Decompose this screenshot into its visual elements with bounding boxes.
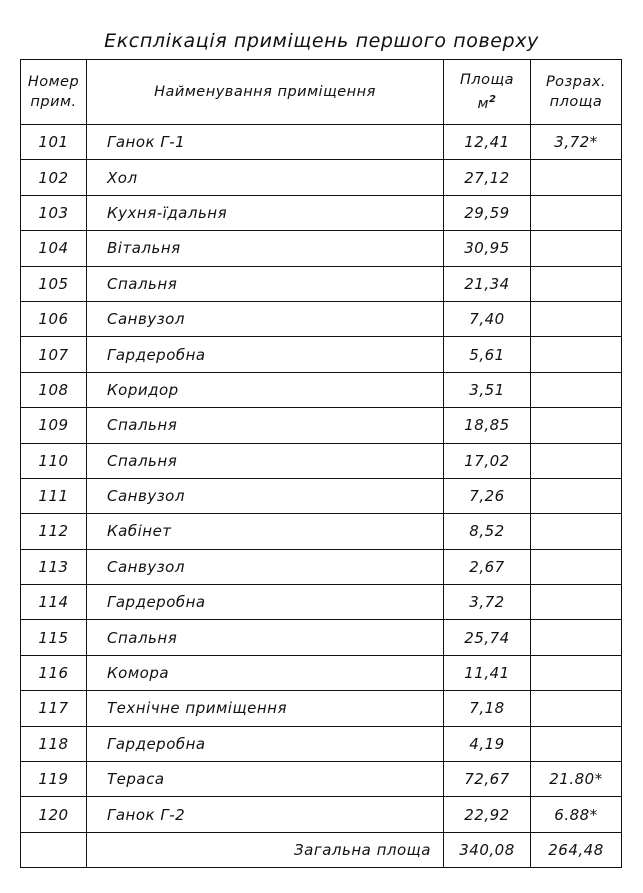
room-calc-area: [531, 301, 622, 336]
room-calc-area: 6.88*: [531, 797, 622, 832]
room-calc-area: [531, 195, 622, 230]
table-row: [21, 160, 622, 195]
room-area: 3,51: [444, 372, 531, 407]
room-area: 3,72: [444, 585, 531, 620]
room-name: Санвузол: [87, 549, 444, 584]
table-row: [21, 549, 622, 584]
room-number: 105: [21, 266, 87, 301]
room-number: 106: [21, 301, 87, 336]
room-calc-area: 3,72*: [531, 125, 622, 160]
table-row: [21, 231, 622, 266]
room-number: 113: [21, 549, 87, 584]
room-name: Вітальня: [87, 231, 444, 266]
document-title: Експлікація приміщень першого поверху: [104, 30, 539, 52]
room-number: 103: [21, 195, 87, 230]
room-number: 109: [21, 408, 87, 443]
room-name: Тераса: [87, 762, 444, 797]
table-row: [21, 797, 622, 832]
room-number: 107: [21, 337, 87, 372]
table-row: [21, 620, 622, 655]
room-area: 7,40: [444, 301, 531, 336]
room-calc-area: [531, 726, 622, 761]
room-area: 8,52: [444, 514, 531, 549]
room-area: 29,59: [444, 195, 531, 230]
room-calc-area: [531, 443, 622, 478]
room-area: 21,34: [444, 266, 531, 301]
header-area-unit-sup: 2: [488, 94, 497, 106]
room-explication-table: [20, 59, 622, 868]
room-name: Спальня: [87, 620, 444, 655]
header-calc-area: [531, 60, 622, 125]
room-number: 104: [21, 231, 87, 266]
room-area: 5,61: [444, 337, 531, 372]
room-name: Гардеробна: [87, 337, 444, 372]
table-row: [21, 443, 622, 478]
room-name: Гардеробна: [87, 726, 444, 761]
table-row: [21, 372, 622, 407]
room-number: 110: [21, 443, 87, 478]
table-row: [21, 478, 622, 513]
room-area: 27,12: [444, 160, 531, 195]
table-row: [21, 125, 622, 160]
table-row: [21, 195, 622, 230]
room-calc-area: [531, 549, 622, 584]
table-row: [21, 266, 622, 301]
room-calc-area: [531, 620, 622, 655]
table-row: [21, 762, 622, 797]
table-row: [21, 301, 622, 336]
room-area: 25,74: [444, 620, 531, 655]
room-calc-area: [531, 691, 622, 726]
room-name: Коридор: [87, 372, 444, 407]
room-area: 11,41: [444, 655, 531, 690]
room-calc-area: [531, 231, 622, 266]
table-row: [21, 691, 622, 726]
room-number: 115: [21, 620, 87, 655]
room-area: 12,41: [444, 125, 531, 160]
room-name: Спальня: [87, 443, 444, 478]
room-number: 111: [21, 478, 87, 513]
room-number: 118: [21, 726, 87, 761]
room-calc-area: [531, 337, 622, 372]
room-calc-area: [531, 266, 622, 301]
room-name: Спальня: [87, 266, 444, 301]
table-header-row: [21, 60, 622, 125]
room-area: 7,18: [444, 691, 531, 726]
table-row: [21, 655, 622, 690]
table-row: [21, 337, 622, 372]
room-name: Кабінет: [87, 514, 444, 549]
header-area-unit: м: [477, 95, 489, 112]
total-empty-cell: [21, 832, 87, 867]
room-number: 101: [21, 125, 87, 160]
room-number: 114: [21, 585, 87, 620]
room-name: Ганок Г-2: [87, 797, 444, 832]
room-calc-area: 21.80*: [531, 762, 622, 797]
total-calc-area: 264,48: [531, 832, 622, 867]
room-name: Спальня: [87, 408, 444, 443]
room-calc-area: [531, 655, 622, 690]
room-name: Гардеробна: [87, 585, 444, 620]
room-calc-area: [531, 585, 622, 620]
room-name: Санвузол: [87, 301, 444, 336]
header-calc-line2: площа: [549, 94, 603, 110]
header-area: [444, 60, 531, 125]
room-area: 30,95: [444, 231, 531, 266]
room-area: 4,19: [444, 726, 531, 761]
header-number-line1: Номер: [27, 74, 80, 90]
room-name: Ганок Г-1: [87, 125, 444, 160]
room-calc-area: [531, 408, 622, 443]
room-area: 2,67: [444, 549, 531, 584]
room-area: 22,92: [444, 797, 531, 832]
room-area: 18,85: [444, 408, 531, 443]
table-body: [21, 125, 622, 833]
room-name: Комора: [87, 655, 444, 690]
room-area: 17,02: [444, 443, 531, 478]
room-area: 7,26: [444, 478, 531, 513]
room-name: Санвузол: [87, 478, 444, 513]
room-number: 116: [21, 655, 87, 690]
total-label: Загальна площа: [87, 832, 444, 867]
header-number: [21, 60, 87, 125]
room-name: Кухня-їдальня: [87, 195, 444, 230]
header-calc-line1: Розрах.: [545, 74, 607, 90]
table-row: [21, 408, 622, 443]
room-name: Хол: [87, 160, 444, 195]
table-row: [21, 514, 622, 549]
header-area-line1: Площа: [459, 72, 515, 89]
room-number: 108: [21, 372, 87, 407]
room-calc-area: [531, 160, 622, 195]
room-area: 72,67: [444, 762, 531, 797]
room-calc-area: [531, 372, 622, 407]
room-number: 102: [21, 160, 87, 195]
room-number: 112: [21, 514, 87, 549]
room-calc-area: [531, 478, 622, 513]
total-area: 340,08: [444, 832, 531, 867]
room-calc-area: [531, 514, 622, 549]
table-row: [21, 726, 622, 761]
header-number-line2: прим.: [30, 94, 77, 110]
header-name: Найменування приміщення: [87, 60, 444, 125]
table-row: [21, 585, 622, 620]
room-number: 119: [21, 762, 87, 797]
total-row: [21, 832, 622, 867]
room-number: 120: [21, 797, 87, 832]
room-number: 117: [21, 691, 87, 726]
room-name: Технічне приміщення: [87, 691, 444, 726]
